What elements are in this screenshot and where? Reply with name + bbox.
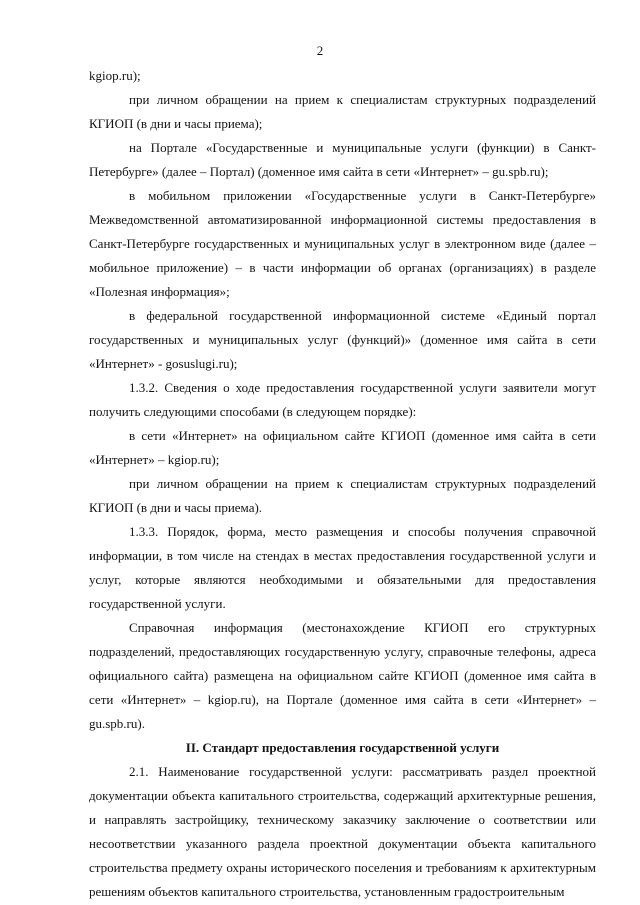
paragraph-2-1: 2.1. Наименование государственной услуги: рассматривать раздел проектной документации объекта капитального строительства, содержащий архитектурные решения, и направлять застройщику, техническому заказчику заключение о соответствии или несоответствии указанного раздела проектной документации объекта капитального строительства предмету охраны исторического поселения и требованиям к архитектурным решениям объектов капитального строительства, установленным градостроительным (89, 764, 596, 899)
paragraph-portal: на Портале «Государственные и муниципальные услуги (функции) в Санкт-Петербурге» (далее – Портал) (доменное имя сайта в сети «Интернет» – gu.spb.ru); (89, 140, 596, 179)
paragraph-continuation: kgiop.ru); (89, 68, 141, 83)
paragraph-1-3-3: 1.3.3. Порядок, форма, место размещения и способы получения справочной информации, в том числе на стендах в местах предоставления государственной услуги и услуг, которые являются необходимыми и обязательными для предоставления государственной услуги. (89, 524, 596, 611)
paragraph-federal-portal: в федеральной государственной информационной системе «Единый портал государственных и муниципальных услуг (функций)» (доменное имя сайта в сети «Интернет» - gosuslugi.ru); (89, 308, 596, 371)
paragraph-personal-visit-2: при личном обращении на прием к специалистам структурных подразделений КГИОП (в дни и часы приема). (89, 476, 596, 515)
paragraph-internet-site: в сети «Интернет» на официальном сайте КГИОП (доменное имя сайта в сети «Интернет» – kgiop.ru); (89, 428, 596, 467)
paragraph-mobile-app: в мобильном приложении «Государственные услуги в Санкт-Петербурге» Межведомственной автоматизированной информационной системы предоставления в Санкт-Петербурге государственных и муниципальных услуг в электронном виде (далее – мобильное приложение) – в части информации об органах (организациях) в разделе «Полезная информация»; (89, 188, 596, 299)
paragraph-reference-info: Справочная информация (местонахождение КГИОП его структурных подразделений, предоставляющих государственную услугу, справочные телефоны, адреса официального сайта) размещена на официальном сайте КГИОП (доменное имя сайта в сети «Интернет» – kgiop.ru), на Портале (доменное имя сайта в сети «Интернет» – gu.spb.ru). (89, 620, 596, 731)
paragraph-personal-visit: при личном обращении на прием к специалистам структурных подразделений КГИОП (в дни и часы приема); (89, 92, 596, 131)
section-heading: II. Стандарт предоставления государственной услуги (185, 740, 500, 755)
page-number: 2 (316, 43, 324, 58)
document-body (89, 64, 596, 904)
paragraph-1-3-2: 1.3.2. Сведения о ходе предоставления государственной услуги заявители могут получить следующими способами (в следующем порядке): (89, 380, 596, 419)
